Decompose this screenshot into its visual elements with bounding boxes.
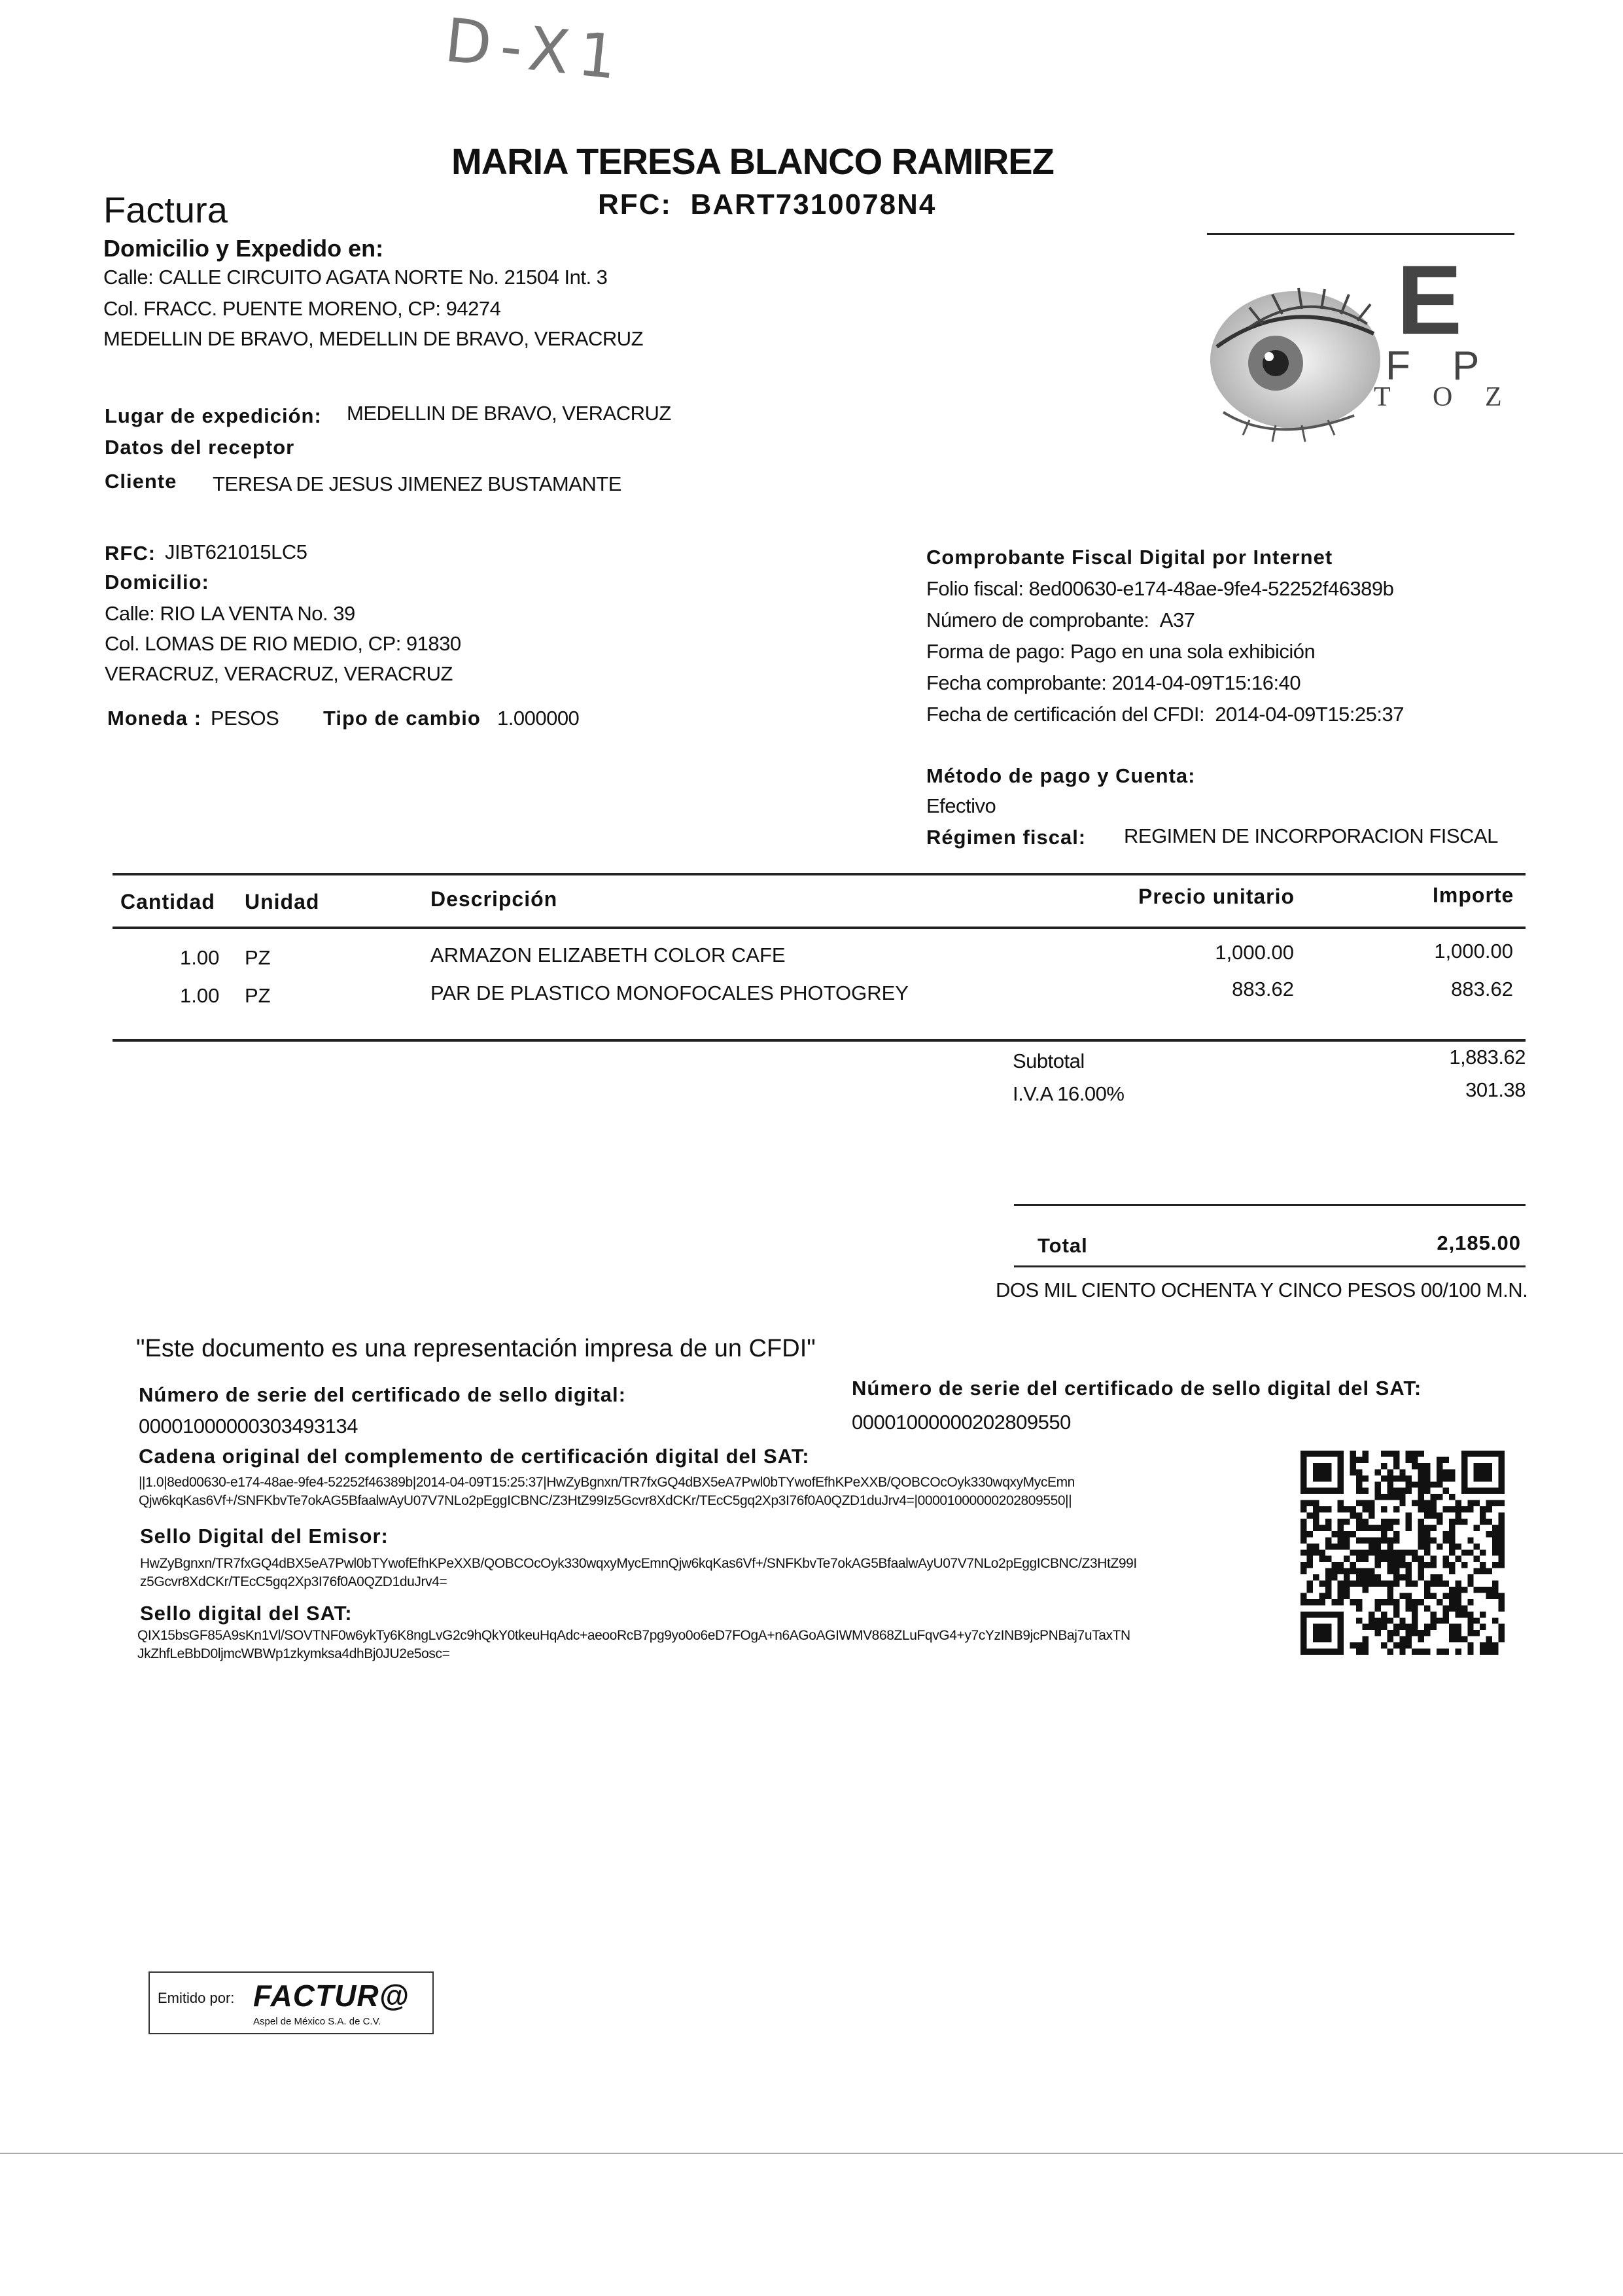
metodo-pago-value: Efectivo [926, 794, 996, 817]
row1-unidad: PZ [245, 946, 271, 969]
row2-importe: 883.62 [1451, 978, 1513, 1000]
total-bottom-rule [1014, 1265, 1526, 1267]
iva-value: 301.38 [1465, 1078, 1526, 1101]
emitido-por-label: Emitido por: [158, 1990, 235, 2006]
regimen-value: REGIMEN DE INCORPORACION FISCAL [1124, 824, 1498, 847]
cfdi-numero-label: Número de comprobante: [926, 609, 1149, 631]
metodo-pago-heading: Método de pago y Cuenta: [926, 764, 1196, 787]
cfdi-fecha: Fecha comprobante: 2014-04-09T15:16:40 [926, 671, 1301, 694]
facture-brand-logo: FACTUR@ [253, 1979, 410, 2013]
logo-letter-z: Z [1485, 382, 1502, 412]
cadena-line1: ||1.0|8ed00630-e174-48ae-9fe4-52252f46389b|2014-04-09T15:25:37|HwZyBgnxn/TR7fxGQ4dBX5eA7Pwl0bTYwofEfhKPeXXB/QOBCOcOyk330wqxyMycEmn [139, 1475, 1075, 1490]
receptor-rfc-label: RFC: [105, 542, 156, 565]
handwritten-note: D-X1 [442, 5, 629, 94]
receptor-heading: Datos del receptor [105, 436, 295, 459]
col-descripcion: Descripción [430, 887, 558, 911]
cliente-label: Cliente [105, 470, 177, 493]
cliente-name: TERESA DE JESUS JIMENEZ BUSTAMANTE [213, 472, 621, 495]
logo-letter-f: F [1386, 344, 1410, 389]
moneda-value: PESOS [211, 707, 279, 730]
logo-rule [1207, 233, 1514, 235]
total-top-rule [1014, 1204, 1526, 1206]
subtotal-label: Subtotal [1013, 1050, 1085, 1072]
doc-type: Factura [103, 189, 228, 230]
row2-precio: 883.62 [1232, 978, 1294, 1000]
tipo-cambio-label: Tipo de cambio [323, 707, 481, 730]
col-unidad: Unidad [245, 890, 320, 913]
issuer-rfc-label: RFC: [598, 188, 672, 221]
cfdi-fecha-cert-value: 2014-04-09T15:25:37 [1215, 703, 1404, 726]
receptor-rfc: JIBT621015LC5 [165, 540, 307, 563]
cfdi-fecha-cert [926, 703, 1404, 726]
moneda-label: Moneda : [107, 707, 202, 730]
serie-sat-value: 00001000000202809550 [852, 1411, 1071, 1434]
receptor-line3: VERACRUZ, VERACRUZ, VERACRUZ [105, 662, 453, 685]
serie-emisor-label: Número de serie del certificado de sello digital: [139, 1383, 626, 1406]
row2-descripcion: PAR DE PLASTICO MONOFOCALES PHOTOGREY [430, 981, 909, 1004]
serie-emisor-value: 00001000000303493134 [139, 1415, 358, 1438]
row1-precio: 1,000.00 [1215, 941, 1294, 964]
lugar-value: MEDELLIN DE BRAVO, VERACRUZ [347, 402, 671, 425]
logo-letter-o: O [1433, 382, 1453, 412]
table-bottom-rule [113, 1039, 1526, 1042]
row1-descripcion: ARMAZON ELIZABETH COLOR CAFE [430, 944, 786, 966]
cfdi-fecha-cert-label: Fecha de certificación del CFDI: [926, 703, 1205, 726]
eye-chart-logo [1210, 249, 1518, 458]
lugar-label: Lugar de expedición: [105, 404, 322, 427]
regimen-label: Régimen fiscal: [926, 826, 1087, 849]
total-value: 2,185.00 [1437, 1231, 1521, 1254]
table-header-rule [113, 927, 1526, 929]
col-precio: Precio unitario [1138, 885, 1295, 908]
row2-cantidad: 1.00 [180, 984, 220, 1007]
cfdi-heading: Comprobante Fiscal Digital por Internet [926, 546, 1333, 569]
sello-emisor-line2: z5Gcvr8XdCKr/TEcC5gq2Xp3I76f0A0QZD1duJrv4= [140, 1574, 447, 1589]
issuer-rfc-line [598, 188, 936, 221]
receptor-line1: Calle: RIO LA VENTA No. 39 [105, 602, 355, 625]
logo-letter-p: P [1452, 344, 1480, 389]
cadena-line2: Qjw6kqKas6Vf+/SNFKbvTe7okAG5BfaalwAyU07V7NLo2pEggICBNC/Z3HtZ99Iz5Gcvr8XdCKr/TEcC5gq2Xp3I76f0A0QZD1duJrv4=|00001000000202809550|| [139, 1493, 1072, 1508]
issuer-rfc: BART7310078N4 [690, 188, 937, 221]
subtotal-value: 1,883.62 [1449, 1046, 1526, 1069]
logo-letter-e: E [1397, 249, 1463, 355]
issuer-name: MARIA TERESA BLANCO RAMIREZ [451, 141, 1054, 182]
domicilio-heading: Domicilio y Expedido en: [103, 235, 384, 262]
domicilio-line2: Col. FRACC. PUENTE MORENO, CP: 94274 [103, 297, 501, 320]
logo-letter-t: T [1374, 382, 1391, 412]
page-bottom-rule [0, 2153, 1623, 2154]
row1-importe: 1,000.00 [1434, 940, 1513, 963]
domicilio-line3: MEDELLIN DE BRAVO, MEDELLIN DE BRAVO, VERACRUZ [103, 327, 644, 350]
representacion-impresa: "Este documento es una representación impresa de un CFDI" [136, 1335, 816, 1362]
sello-emisor-line1: HwZyBgnxn/TR7fxGQ4dBX5eA7Pwl0bTYwofEfhKPeXXB/QOBCOcOyk330wqxyMycEmnQjw6kqKas6Vf+/SNFKbvTe7okAG5BfaalwAyU07V7NLo2pEggICBNC/Z3HtZ99I [140, 1556, 1137, 1571]
table-top-rule [113, 873, 1526, 875]
iva-label: I.V.A 16.00% [1013, 1082, 1125, 1105]
cfdi-numero-value: A37 [1159, 609, 1195, 631]
qr-code [1300, 1451, 1505, 1655]
receptor-domicilio-label: Domicilio: [105, 571, 209, 593]
receptor-line2: Col. LOMAS DE RIO MEDIO, CP: 91830 [105, 632, 461, 655]
emitido-por-box [148, 1971, 434, 2034]
total-en-letra: DOS MIL CIENTO OCHENTA Y CINCO PESOS 00/100 M.N. [996, 1279, 1528, 1301]
cfdi-numero [926, 609, 1195, 632]
domicilio-line1: Calle: CALLE CIRCUITO AGATA NORTE No. 21504 Int. 3 [103, 266, 608, 289]
cadena-label: Cadena original del complemento de certificación digital del SAT: [139, 1445, 810, 1468]
sello-sat-line2: JkZhfLeBbD0ljmcWBWp1zkymksa4dhBj0JU2e5osc= [137, 1646, 450, 1661]
row1-cantidad: 1.00 [180, 946, 220, 969]
sello-emisor-label: Sello Digital del Emisor: [140, 1525, 389, 1547]
emitido-por-company: Aspel de México S.A. de C.V. [253, 2016, 381, 2027]
cfdi-folio: Folio fiscal: 8ed00630-e174-48ae-9fe4-52252f46389b [926, 577, 1394, 600]
sello-sat-line1: QIX15bsGF85A9sKn1Vl/SOVTNF0w6ykTy6K8ngLvG2c9hQkY0tkeuHqAdc+aeooRcB7pg9yo0o6eD7FOgA+n6AGoAGIWMV868ZLuFqvG4+y7cYzINB9jcPNBaj7uTaxTN [137, 1628, 1130, 1643]
serie-sat-label: Número de serie del certificado de sello digital del SAT: [852, 1377, 1422, 1400]
row2-unidad: PZ [245, 984, 271, 1007]
col-importe: Importe [1433, 883, 1514, 907]
total-label: Total [1038, 1234, 1088, 1257]
cfdi-forma-pago: Forma de pago: Pago en una sola exhibición [926, 640, 1316, 663]
col-cantidad: Cantidad [120, 890, 215, 913]
company-logo [1210, 249, 1518, 458]
tipo-cambio-value: 1.000000 [497, 707, 580, 730]
sello-sat-label: Sello digital del SAT: [140, 1602, 353, 1625]
